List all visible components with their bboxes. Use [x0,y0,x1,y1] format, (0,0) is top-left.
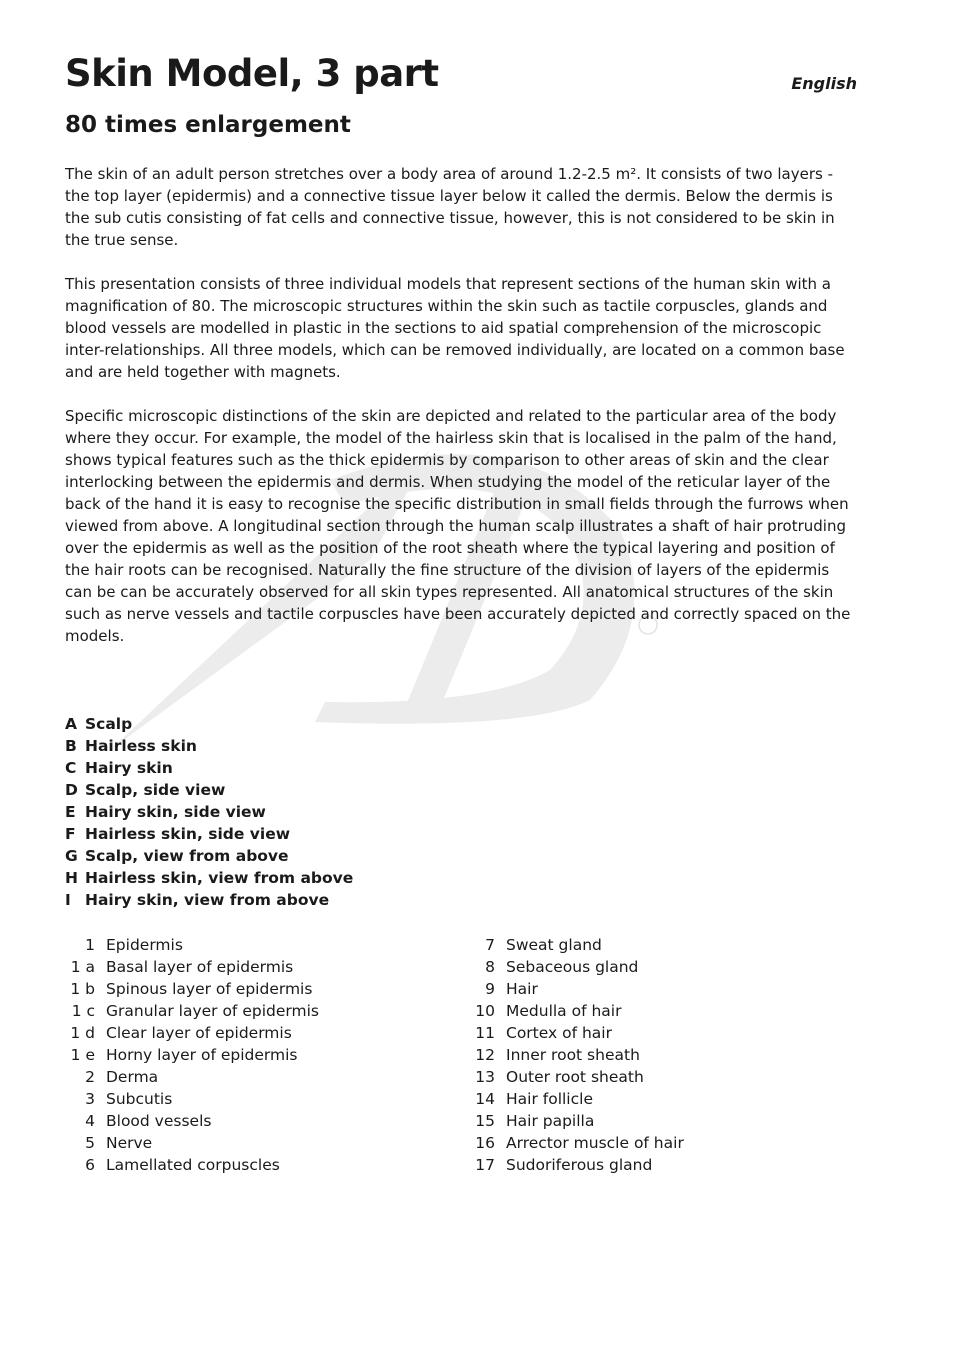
part-number: 5 [85,1134,95,1152]
view-letter: B [65,737,77,755]
list-item [465,934,684,956]
part-number: 4 [85,1112,95,1130]
intro-paragraph: The skin of an adult person stretches over a body area of around 1.2-2.5 m². It consists of two layers - the top layer (epidermis) and a connective tissue layer below it called the dermis. Below the dermis is the sub cutis consisting of fat cells and connective tissue, however, this is not considered to be skin in the true sense. [65,165,835,249]
list-item [65,1132,319,1154]
part-number: 1 a [70,958,95,976]
list-item [65,779,353,801]
page-title: Skin Model, 3 part [65,52,439,95]
list-item [465,1110,684,1132]
part-label: Sudoriferous gland [506,1156,653,1174]
view-label: Hairy skin, view from above [85,891,330,909]
list-item [65,1154,319,1176]
part-label: Cortex of hair [506,1024,612,1042]
list-item [65,1088,319,1110]
view-letter: E [65,803,76,821]
part-number: 2 [85,1068,95,1086]
part-number: 14 [475,1090,495,1108]
list-item [465,978,684,1000]
part-number: 3 [85,1090,95,1108]
part-number: 7 [485,936,495,954]
list-item [465,1088,684,1110]
details-paragraph: Specific microscopic distinctions of the skin are depicted and related to the particular area of the body where they occur. For example, the model of the hairless skin that is localised in the palm of the hand, shows typical features such as the thick epidermis by comparison to other areas of skin and the clear interlocking between the epidermis and dermis. When studying the model of the reticular layer of the back of the hand it is easy to recognise the specific distribution in small fields through the furrows when viewed from above. A longitudinal section through the human scalp illustrates a shaft of hair protruding over the epidermis as well as the position of the root sheath where the typical layering and position of the hair roots can be recognised. Naturally the fine structure of the division of layers of the epidermis can be can be accurately observed for all skin types represented. All anatomical structures of the skin such as nerve vessels and tactile corpuscles have been accurately depicted and correctly spaced on the models. [65,407,851,645]
part-label: Blood vessels [106,1112,212,1130]
view-label: Scalp, side view [85,781,226,799]
list-item [465,1044,684,1066]
list-item [65,713,353,735]
list-item [65,1066,319,1088]
part-label: Arrector muscle of hair [506,1134,684,1152]
view-label: Scalp [85,715,133,733]
part-label: Inner root sheath [506,1046,640,1064]
part-label: Hair papilla [506,1112,595,1130]
view-label: Hairless skin [85,737,197,755]
list-item [65,867,353,889]
part-label: Sweat gland [506,936,602,954]
part-number: 1 b [70,980,95,998]
page-subtitle: 80 times enlargement [65,112,351,138]
part-number: 1 c [71,1002,95,1020]
list-item [65,889,353,911]
view-label: Hairless skin, view from above [85,869,354,887]
view-letter: H [65,869,78,887]
list-item [65,956,319,978]
view-label: Hairless skin, side view [85,825,291,843]
list-item [465,1132,684,1154]
part-label: Outer root sheath [506,1068,644,1086]
list-item [465,1154,684,1176]
part-label: Clear layer of epidermis [106,1024,292,1042]
list-item [465,1000,684,1022]
list-item [65,735,353,757]
list-item [465,1022,684,1044]
part-number: 9 [485,980,495,998]
list-item [65,823,353,845]
part-number: 15 [475,1112,495,1130]
view-letter: D [65,781,78,799]
list-item [65,845,353,867]
view-letter: I [65,891,71,909]
part-label: Horny layer of epidermis [106,1046,298,1064]
language-label: English [791,74,857,93]
part-number: 1 e [70,1046,95,1064]
view-letter: C [65,759,77,777]
view-letter: F [65,825,76,843]
part-label: Lamellated corpuscles [106,1156,280,1174]
view-label: Hairy skin, side view [85,803,266,821]
list-item [65,801,353,823]
list-item [465,1066,684,1088]
views-list [65,713,353,911]
parts-list-left [65,934,319,1176]
part-number: 16 [475,1134,495,1152]
list-item [65,1022,319,1044]
part-label: Hair follicle [506,1090,593,1108]
parts-list-right [465,934,684,1176]
view-label: Scalp, view from above [85,847,289,865]
list-item [65,934,319,956]
part-number: 10 [475,1002,495,1020]
part-label: Derma [106,1068,159,1086]
part-label: Basal layer of epidermis [106,958,294,976]
list-item [65,757,353,779]
list-item [65,1000,319,1022]
part-number: 1 [85,936,95,954]
part-number: 6 [85,1156,95,1174]
list-item [65,1110,319,1132]
part-label: Nerve [106,1134,153,1152]
part-number: 12 [475,1046,495,1064]
part-label: Sebaceous gland [506,958,639,976]
part-label: Hair [506,980,538,998]
list-item [65,978,319,1000]
list-item [465,956,684,978]
part-number: 17 [475,1156,495,1174]
part-label: Subcutis [106,1090,173,1108]
part-label: Granular layer of epidermis [106,1002,319,1020]
list-item [65,1044,319,1066]
part-label: Medulla of hair [506,1002,622,1020]
part-label: Spinous layer of epidermis [106,980,313,998]
presentation-paragraph: This presentation consists of three individual models that represent sections of the human skin with a magnification of 80. The microscopic structures within the skin such as tactile corpuscles, glands and blood vessels are modelled in plastic in the sections to aid spatial comprehension of the microscopic inter-relationships. All three models, which can be removed individually, are located on a common base and are held together with magnets. [65,275,845,381]
view-letter: A [65,715,77,733]
view-label: Hairy skin [85,759,173,777]
part-number: 8 [485,958,495,976]
part-number: 1 d [70,1024,95,1042]
part-number: 11 [475,1024,495,1042]
part-label: Epidermis [106,936,183,954]
part-number: 13 [475,1068,495,1086]
view-letter: G [65,847,78,865]
